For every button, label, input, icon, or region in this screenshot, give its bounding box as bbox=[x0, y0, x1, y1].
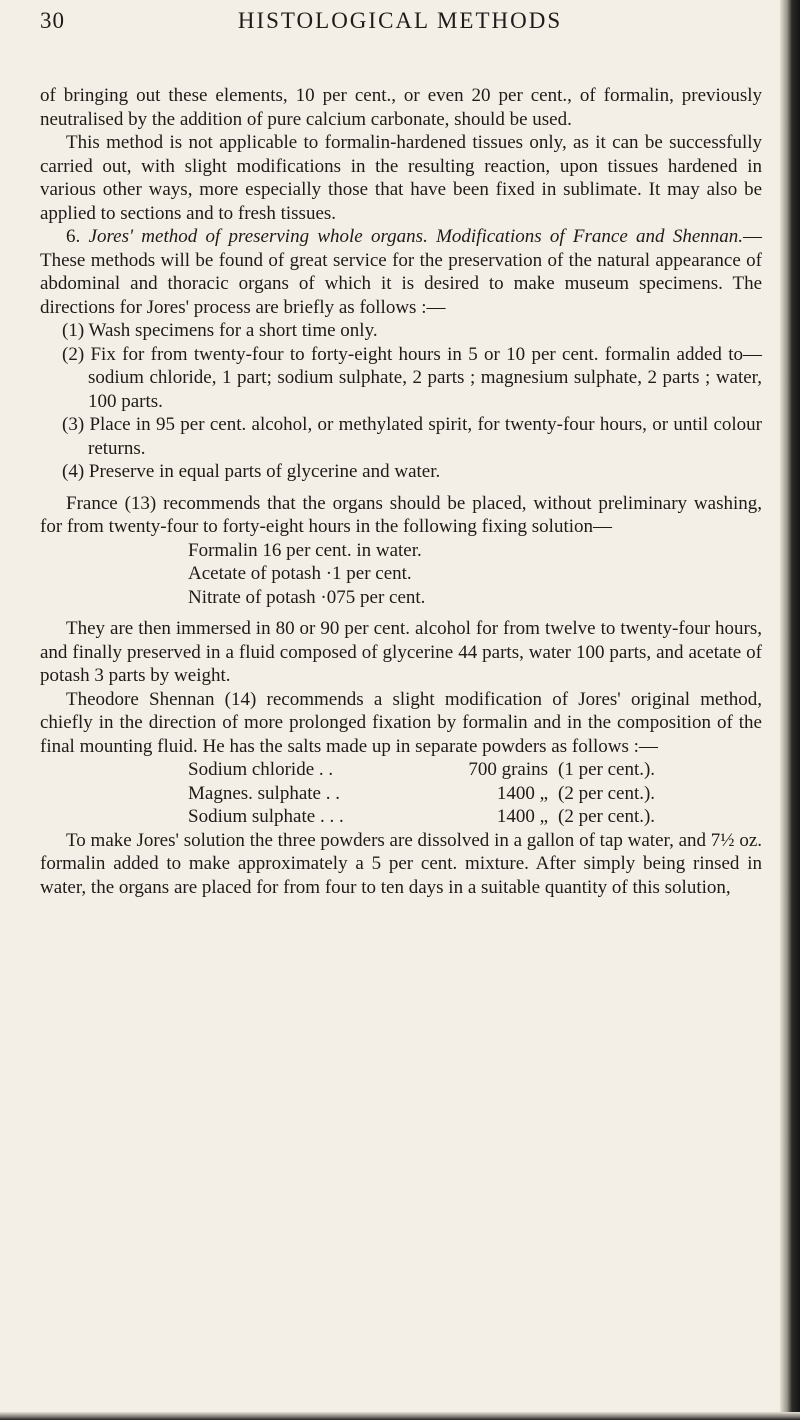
paragraph-jores-solution: To make Jores' solution the three powders are dissolved in a gallon of tap water, and 7½ oz. formalin added to make approximately a 5 per cent. mixture. After simply being rinsed in water, the organs are placed for from four to ten days in a suitable quantity of this solution, bbox=[40, 829, 762, 898]
salts-table bbox=[188, 758, 655, 829]
formula-line: Acetate of potash ·1 per cent. bbox=[188, 563, 412, 584]
page-binding-shadow bbox=[780, 0, 800, 1420]
salt-name: Sodium sulphate . . . bbox=[188, 806, 344, 827]
salt-percent: (2 per cent.). bbox=[558, 806, 656, 827]
paragraph-applicability: This method is not applicable to formalin-hardened tissues only, as it can be successfully carried out, with slight modifications in the resulting reaction, upon tissues hardened in various other ways, more especially those that have been fixed in sublimate. It may also be applied to sections and to fresh tissues. bbox=[40, 132, 762, 224]
step-item: (1) Wash specimens for a short time only. bbox=[62, 320, 378, 341]
body-text bbox=[40, 84, 762, 899]
salt-grains: 1400 „ bbox=[496, 806, 548, 827]
salt-percent: (1 per cent.). bbox=[558, 759, 656, 780]
salt-grains: 1400 „ bbox=[496, 782, 548, 804]
step-item: (2) Fix for from twenty-four to forty-eight hours in 5 or 10 per cent. formalin added to—sodium chloride, 1 part; sodium sulphate, 2 parts ; magnesium sulphate, 2 parts ; water, 100 parts. bbox=[62, 343, 762, 412]
salt-name: Sodium chloride . . bbox=[188, 759, 334, 780]
salt-name: Magnes. sulphate . . bbox=[188, 782, 340, 804]
formula-line: Formalin 16 per cent. in water. bbox=[188, 539, 422, 561]
page-number: 30 bbox=[40, 8, 65, 33]
salts-row bbox=[188, 805, 655, 829]
running-title: HISTOLOGICAL METHODS bbox=[237, 8, 563, 33]
paragraph-immersion: They are then immersed in 80 or 90 per cent. alcohol for from twelve to twenty-four hours, and finally preserved in a fluid composed of glycerine 44 parts, water 100 parts, and acetate of potash 3 parts by weight. bbox=[40, 618, 762, 686]
paragraph-shennan: Theodore Shennan (14) recommends a slight modification of Jores' original method, chiefly in the direction of more prolonged fixation by formalin and in the composition of the final mounting fluid. He has the salts made up in separate powders as follows :— bbox=[40, 688, 762, 757]
salt-percent: (2 per cent.). bbox=[558, 782, 656, 804]
section-number: 6. bbox=[66, 226, 81, 247]
running-head bbox=[40, 8, 760, 42]
step-item: (4) Preserve in equal parts of glycerine and water. bbox=[62, 461, 441, 482]
formula-line: Nitrate of potash ·075 per cent. bbox=[188, 586, 426, 608]
salts-row bbox=[188, 782, 655, 806]
salt-grains: 700 grains bbox=[468, 759, 548, 780]
step-item: (3) Place in 95 per cent. alcohol, or methylated spirit, for twenty-four hours, or until colour returns. bbox=[62, 414, 762, 459]
section-heading: Jores' method of preserving whole organs. Modifications of France and Shennan. bbox=[88, 226, 744, 247]
section-text: —These methods will be found of great service for the preservation of the natural appearance of abdominal and thoracic organs of which it is desired to make museum specimens. The directions for Jores' process are briefly as follows :— bbox=[40, 226, 763, 318]
paragraph-france: France (13) recommends that the organs should be placed, without preliminary washing, for from twenty-four to forty-eight hours in the following fixing solution— bbox=[40, 492, 762, 537]
salts-row bbox=[188, 758, 655, 782]
page-bottom-shadow bbox=[0, 1412, 800, 1420]
paragraph-continuation: of bringing out these elements, 10 per cent., or even 20 per cent., of formalin, previously neutralised by the addition of pure calcium carbonate, should be used. bbox=[40, 85, 762, 130]
section-6-paragraph bbox=[40, 225, 762, 319]
